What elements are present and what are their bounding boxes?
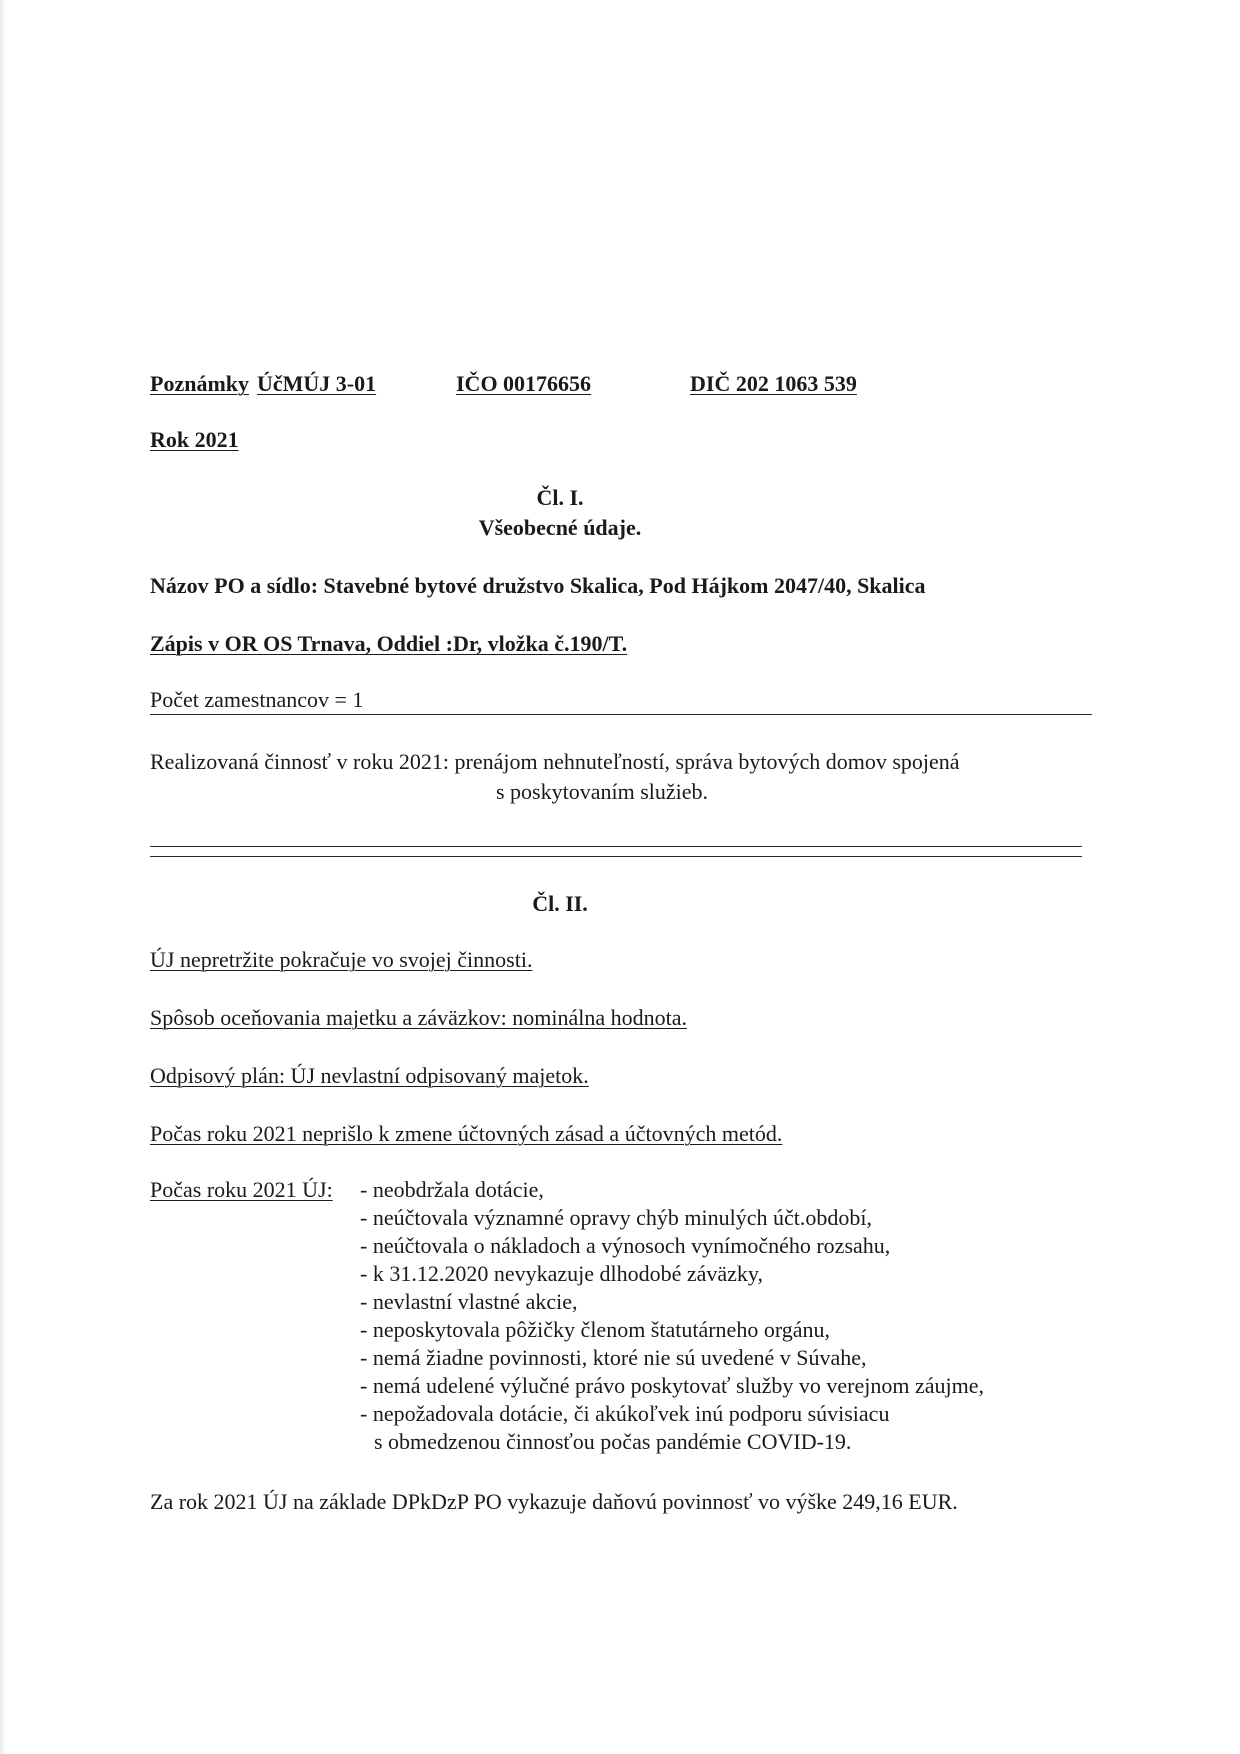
registration-record: Zápis v OR OS Trnava, Oddiel :Dr, vložka č.190/T. <box>150 631 628 656</box>
list-item: - nepožadovala dotácie, či akúkoľvek inú podporu súvisiacu <box>360 1401 890 1426</box>
continuity-statement: ÚJ nepretržite pokračuje vo svojej činnosti. <box>150 947 533 972</box>
header-rok: Rok 2021 <box>150 427 239 452</box>
header-dic: DIČ 202 1063 539 <box>690 371 857 396</box>
list-item: s obmedzenou činnosťou počas pandémie COVID-19. <box>374 1429 852 1454</box>
rule-after-employee-count <box>150 714 1092 715</box>
activity-line1: Realizovaná činnosť v roku 2021: prenájom nehnuteľností, správa bytových domov spojená <box>150 749 960 774</box>
list-item: - neobdržala dotácie, <box>360 1177 544 1202</box>
list-item: - neúčtovala o nákladoch a výnosoch vynímočného rozsahu, <box>360 1233 891 1258</box>
employee-count: Počet zamestnancov = 1 <box>150 687 364 712</box>
activity-line2: s poskytovaním služieb. <box>496 779 709 804</box>
list-item: - neposkytovala pôžičky členom štatutárneho orgánu, <box>360 1317 831 1342</box>
accounting-policy-change: Počas roku 2021 neprišlo k zmene účtovných zásad a účtovných metód. <box>150 1121 783 1146</box>
company-name-seat: Názov PO a sídlo: Stavebné bytové družstvo Skalica, Pod Hájkom 2047/40, Skalica <box>150 573 926 598</box>
rule-double-bottom <box>150 856 1082 857</box>
valuation-method: Spôsob oceňovania majetku a záväzkov: nominálna hodnota. <box>150 1005 688 1030</box>
section1-heading: Čl. I. <box>536 485 584 510</box>
list-item: - k 31.12.2020 nevykazuje dlhodobé záväzky, <box>360 1261 764 1286</box>
section1-subheading: Všeobecné údaje. <box>478 515 642 540</box>
header-poznamky: Poznámky <box>150 371 249 396</box>
list-item: - neúčtovala významné opravy chýb minulých účt.období, <box>360 1205 872 1230</box>
list-item: - nevlastní vlastné akcie, <box>360 1289 578 1314</box>
list-item: - nemá žiadne povinnosti, ktoré nie sú uvedené v Súvahe, <box>360 1345 867 1370</box>
section2-heading: Čl. II. <box>532 891 588 916</box>
list-label: Počas roku 2021 ÚJ: <box>150 1177 333 1202</box>
scan-edge-shadow <box>0 0 6 1754</box>
rule-double-top <box>150 846 1082 847</box>
header-ico: IČO 00176656 <box>456 371 592 396</box>
tax-liability-statement: Za rok 2021 ÚJ na základe DPkDzP PO vykazuje daňovú povinnosť vo výške 249,16 EUR. <box>150 1489 958 1514</box>
header-ucmuj: ÚčMÚJ 3-01 <box>257 371 377 396</box>
list-item: - nemá udelené výlučné právo poskytovať služby vo verejnom záujme, <box>360 1373 984 1398</box>
depreciation-plan: Odpisový plán: ÚJ nevlastní odpisovaný majetok. <box>150 1063 589 1088</box>
